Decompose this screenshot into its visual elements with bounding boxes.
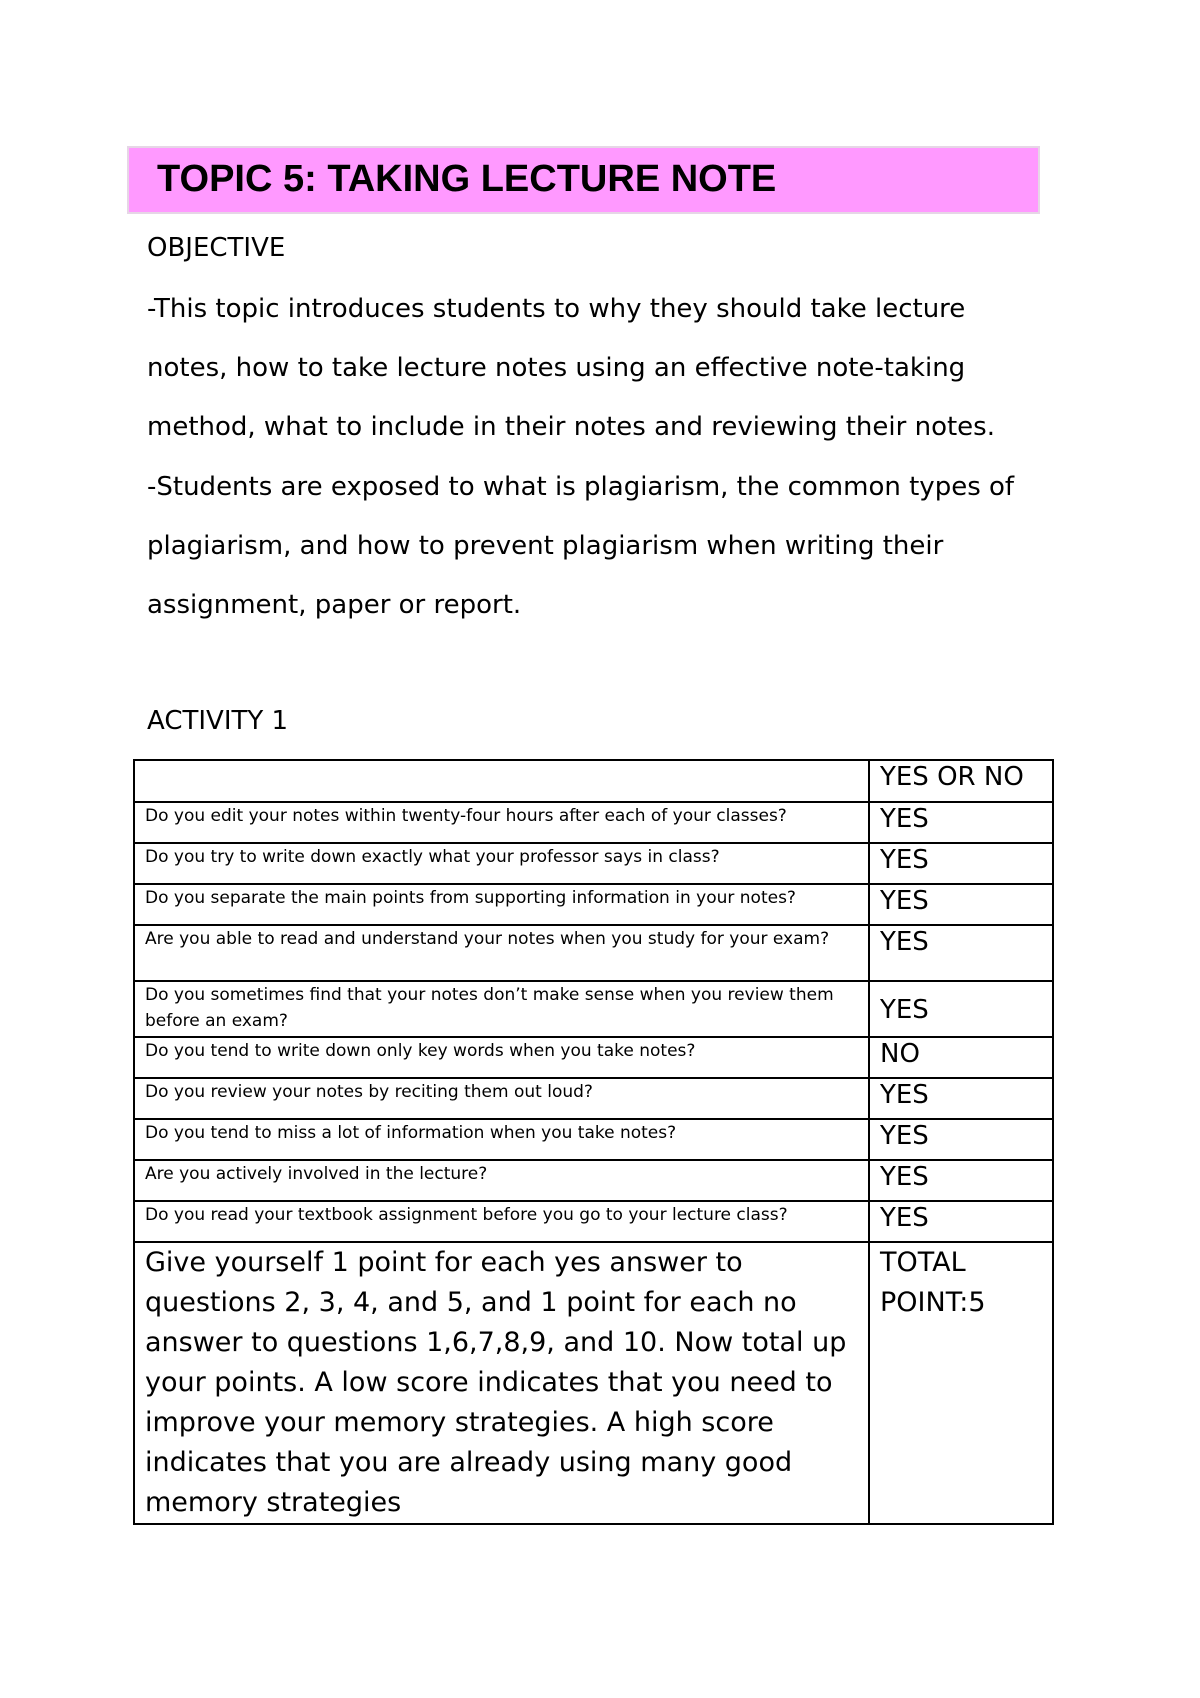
table-row (134, 802, 1053, 843)
answer-cell: YES (869, 843, 1053, 884)
question-cell: Do you read your textbook assignment before you go to your lecture class? (134, 1201, 869, 1242)
header-question-cell (134, 760, 869, 802)
paragraph-line: method, what to include in their notes and reviewing their notes. (147, 412, 995, 442)
total-points-cell (869, 1242, 1053, 1524)
table-row (134, 1160, 1053, 1201)
question-cell: Are you actively involved in the lecture? (134, 1160, 869, 1201)
paragraph-line: assignment, paper or report. (147, 590, 522, 620)
paragraph-line: -This topic introduces students to why they should take lecture (147, 294, 966, 324)
header-answer-cell: YES OR NO (869, 760, 1053, 802)
paragraph-line: plagiarism, and how to prevent plagiarism when writing their (147, 531, 944, 561)
question-cell: Are you able to read and understand your notes when you study for your exam? (134, 925, 869, 981)
answer-cell: YES (869, 925, 1053, 981)
paragraph-line: notes, how to take lecture notes using an effective note-taking (147, 353, 966, 383)
answer-cell: YES (869, 1119, 1053, 1160)
objective-heading: OBJECTIVE (147, 233, 286, 263)
table-row (134, 1078, 1053, 1119)
answer-cell: YES (869, 884, 1053, 925)
objective-paragraph-2 (147, 458, 1047, 635)
question-cell: Do you tend to miss a lot of information when you take notes? (134, 1119, 869, 1160)
table-footer-row (134, 1242, 1053, 1524)
question-cell: Do you try to write down exactly what your professor says in class? (134, 843, 869, 884)
table-row (134, 1037, 1053, 1078)
table-row (134, 884, 1053, 925)
question-cell: Do you edit your notes within twenty-four hours after each of your classes? (134, 802, 869, 843)
answer-cell: YES (869, 802, 1053, 843)
question-cell: Do you separate the main points from supporting information in your notes? (134, 884, 869, 925)
table-row (134, 981, 1053, 1037)
question-cell: Do you review your notes by reciting them out loud? (134, 1078, 869, 1119)
question-cell: Do you tend to write down only key words when you take notes? (134, 1037, 869, 1078)
table-row (134, 843, 1053, 884)
answer-cell: NO (869, 1037, 1053, 1078)
answer-cell: YES (869, 1160, 1053, 1201)
activity-table (133, 759, 1054, 1525)
total-value: POINT:5 (880, 1287, 986, 1318)
table-row (134, 1119, 1053, 1160)
topic-title-banner (127, 146, 1040, 214)
answer-cell: YES (869, 981, 1053, 1037)
answer-cell: YES (869, 1201, 1053, 1242)
table-row (134, 925, 1053, 981)
activity-heading: ACTIVITY 1 (147, 706, 289, 736)
total-label: TOTAL (880, 1247, 966, 1278)
table-row (134, 1201, 1053, 1242)
objective-paragraph-1 (147, 280, 1047, 457)
question-cell: Do you sometimes find that your notes don’t make sense when you review them before an exam? (134, 981, 869, 1037)
table-header-row (134, 760, 1053, 802)
paragraph-line: -Students are exposed to what is plagiarism, the common types of (147, 472, 1015, 502)
scoring-instructions: Give yourself 1 point for each yes answer to questions 2, 3, 4, and 5, and 1 point for each no answer to questions 1,6,7,8,9, and 10. Now total up your points. A low score indicates that you need to improve your memory strategies. A high score indicates that you are already using many good memory strategies (134, 1242, 869, 1524)
answer-cell: YES (869, 1078, 1053, 1119)
page-title: TOPIC 5: TAKING LECTURE NOTE (157, 158, 777, 200)
